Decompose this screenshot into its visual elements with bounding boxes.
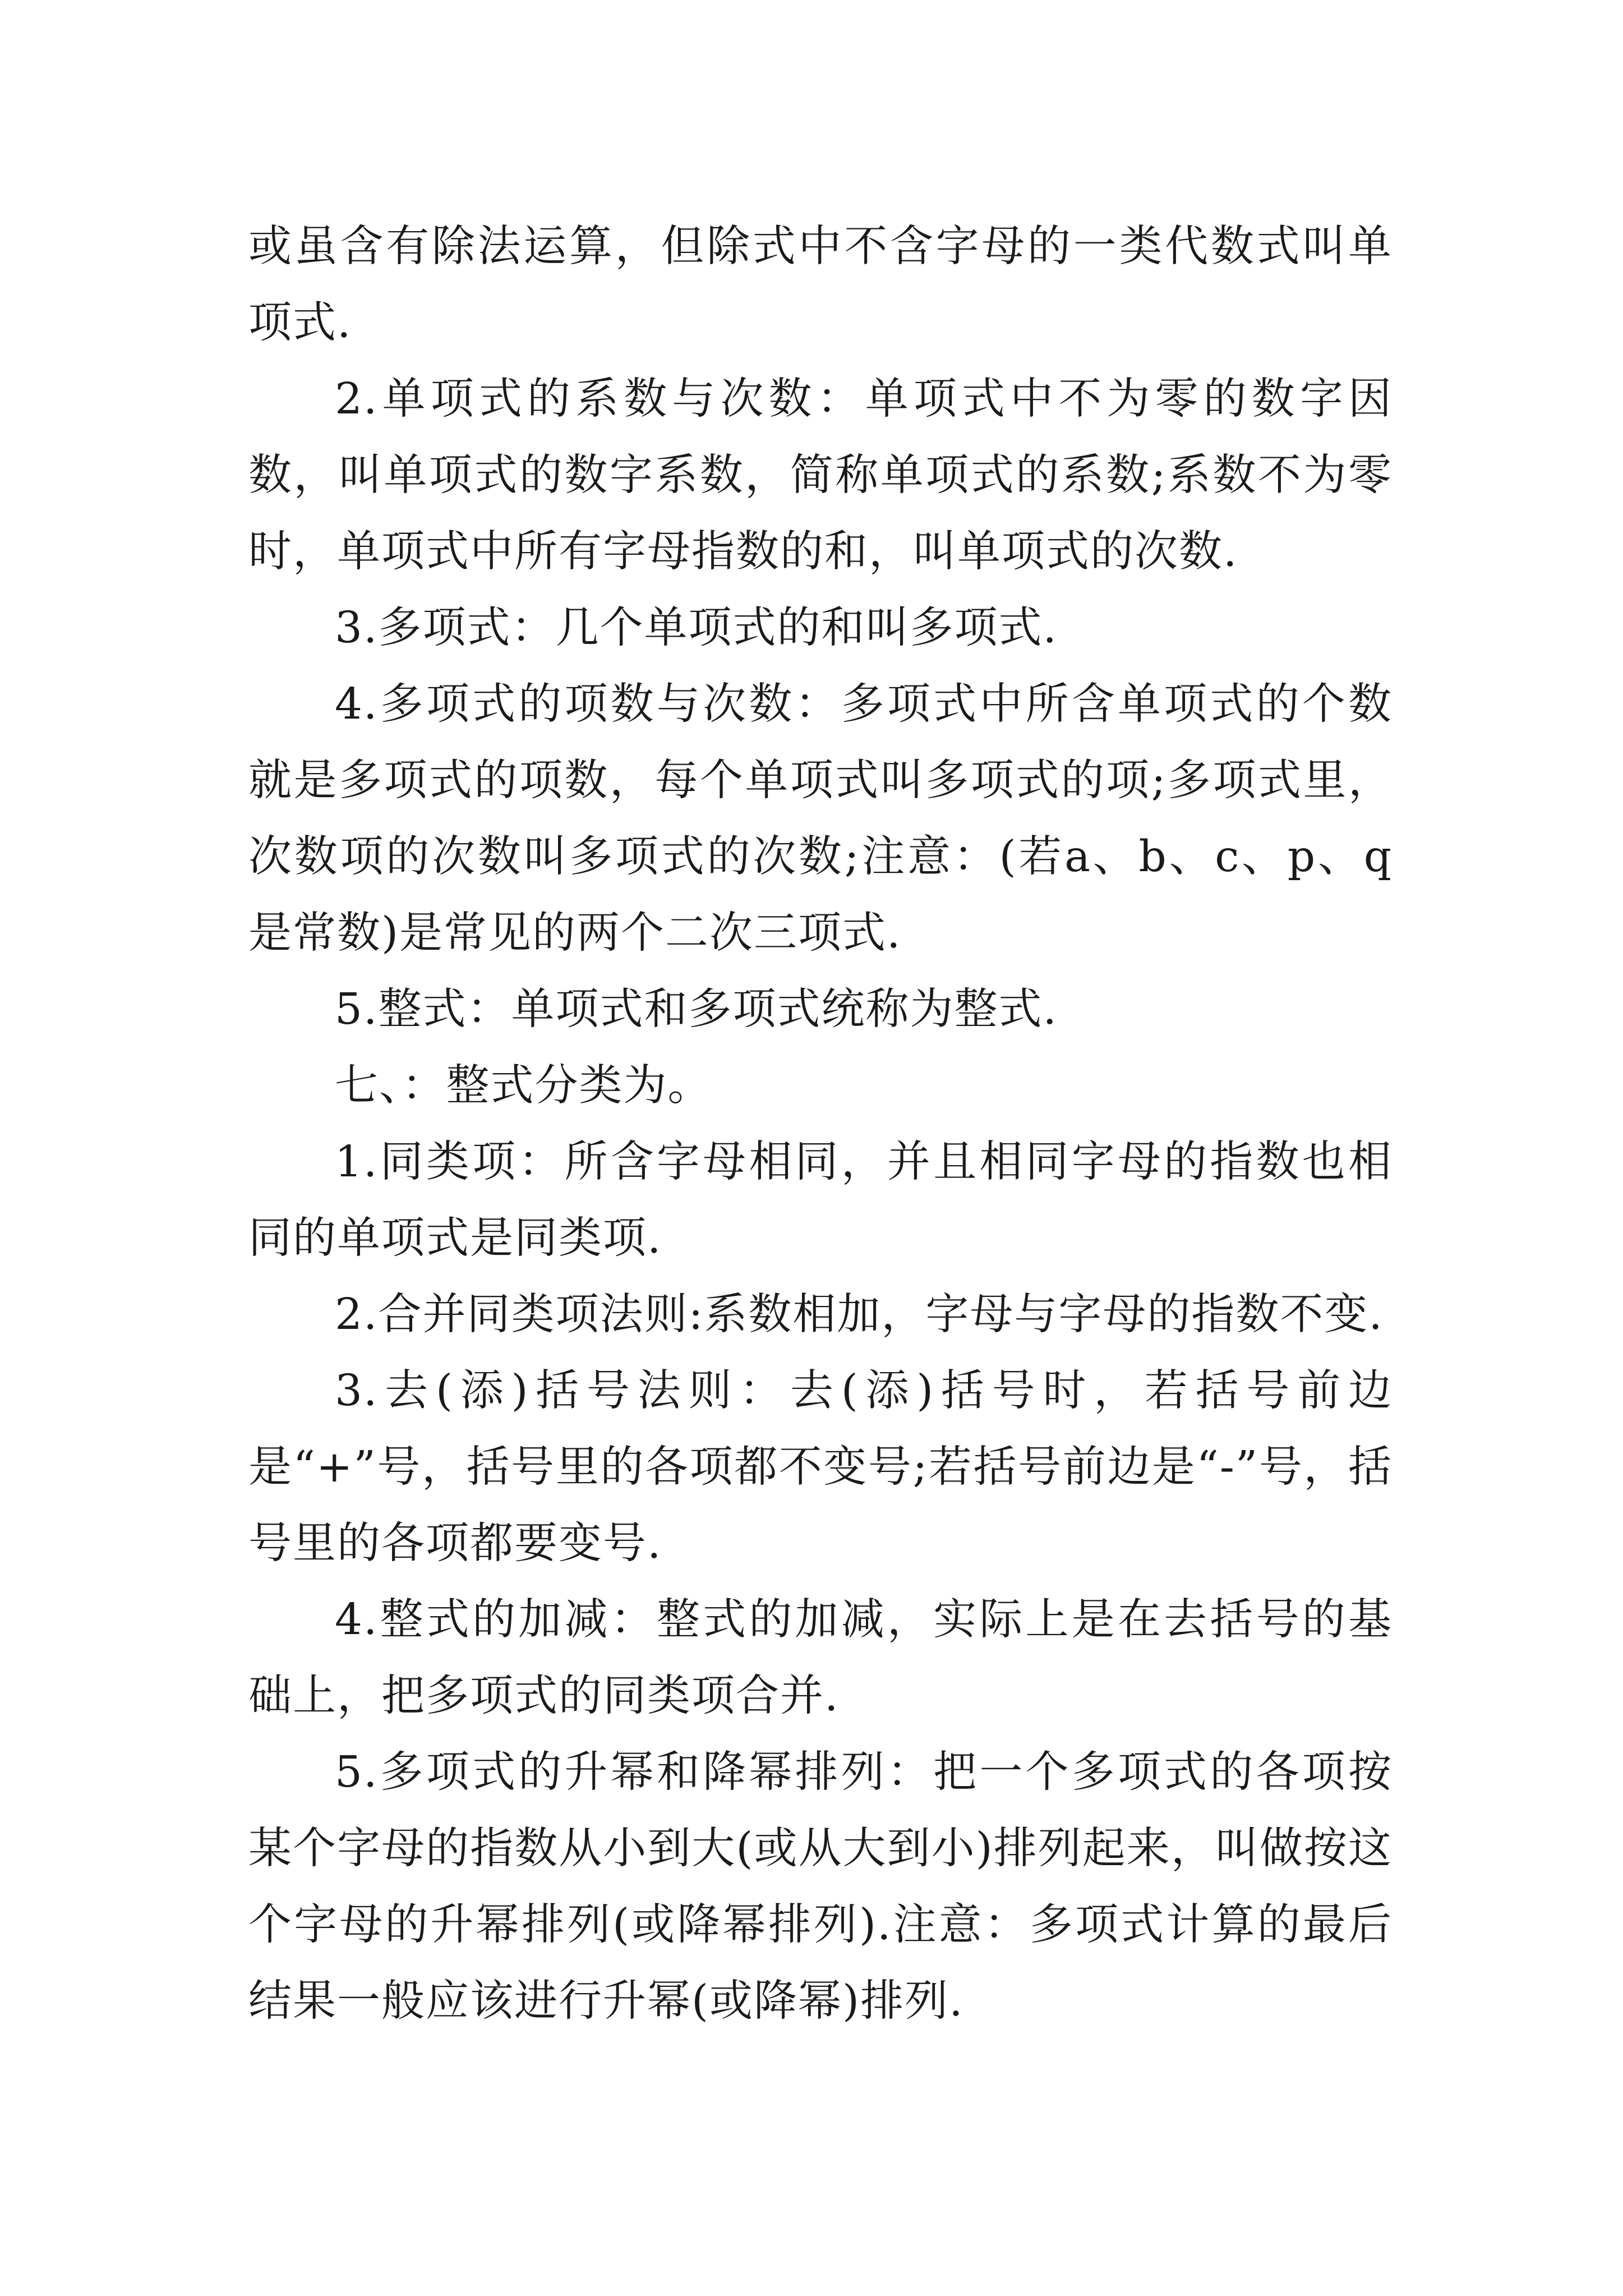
paragraph-polynomial-terms-degree: 4.多项式的项数与次数：多项式中所含单项式的个数就是多项式的项数，每个单项式叫多项式的项;多项式里，次数项的次数叫多项式的次数;注意：(若a、b、c、p、q是常数)是常见的两个二次三项式.: [248, 679, 1393, 958]
paragraph-monomial-definition-end: 或虽含有除法运算，但除式中不含字母的一类代数式叫单项式.: [248, 222, 1393, 348]
paragraph-combining-like-terms: 2.合并同类项法则:系数相加，字母与字母的指数不变.: [335, 1290, 1384, 1340]
paragraph-addition-subtraction: 4.整式的加减：整式的加减，实际上是在去括号的基础上，把多项式的同类项合并.: [248, 1595, 1393, 1721]
paragraph-like-terms: 1.同类项：所含字母相同，并且相同字母的指数也相同的单项式是同类项.: [248, 1137, 1393, 1263]
document-body: [248, 209, 1393, 2040]
paragraph-integral-expression: 5.整式：单项式和多项式统称为整式.: [335, 984, 1058, 1034]
paragraph-ascending-descending-order: 5.多项式的升幂和降幂排列：把一个多项式的各项按某个字母的指数从小到大(或从大到小)排列起来，叫做按这个字母的升幂排列(或降幂排列).注意：多项式计算的最后结果一般应该进行升幂(或降幂)排列.: [248, 1747, 1393, 2026]
section-heading-classification: 七、：整式分类为。: [335, 1061, 712, 1111]
paragraph-monomial-coefficient-degree: 2.单项式的系数与次数：单项式中不为零的数字因数，叫单项式的数字系数，简称单项式的系数;系数不为零时，单项式中所有字母指数的和，叫单项式的次数.: [248, 374, 1393, 577]
paragraph-polynomial-definition: 3.多项式：几个单项式的和叫多项式.: [335, 603, 1058, 653]
paragraph-bracket-rules: 3.去(添)括号法则：去(添)括号时，若括号前边是“+”号，括号里的各项都不变号;若括号前边是“-”号，括号里的各项都要变号.: [248, 1366, 1393, 1568]
